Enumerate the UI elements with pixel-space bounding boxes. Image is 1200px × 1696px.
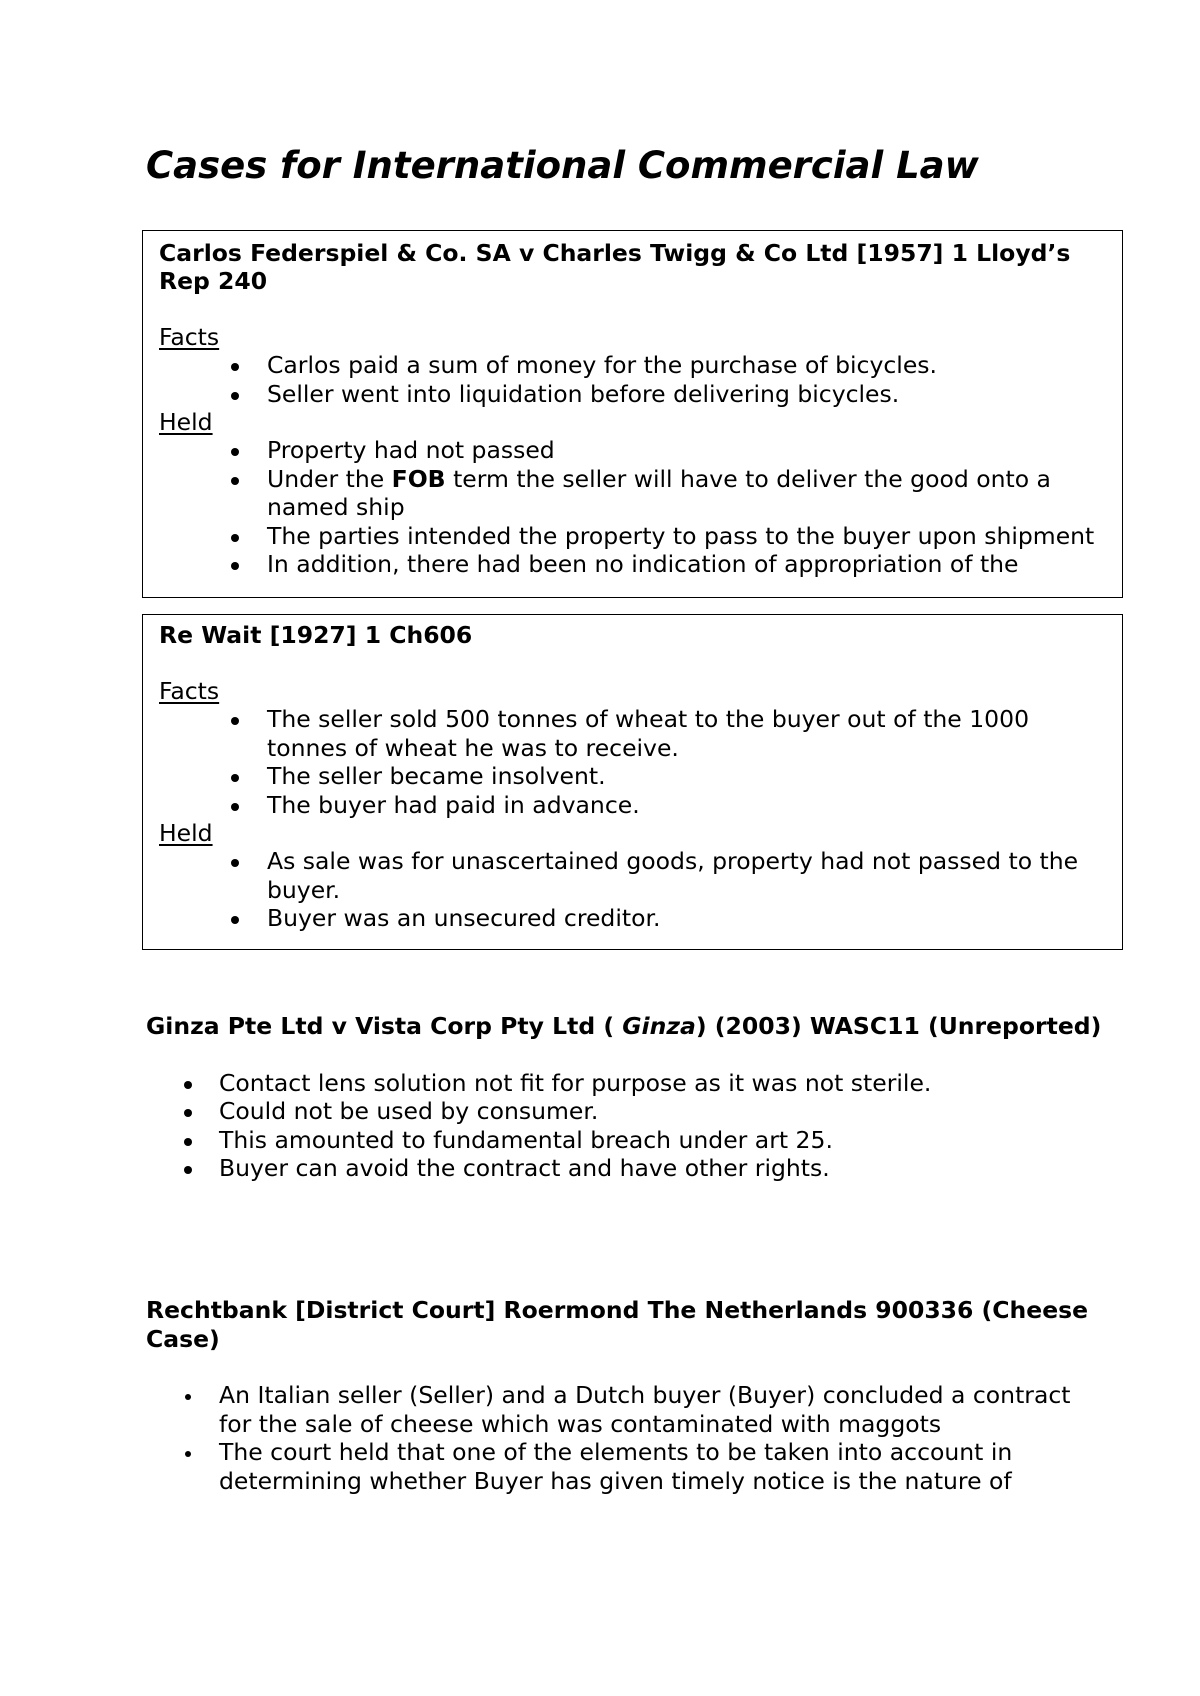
held-label: Held xyxy=(159,408,213,436)
list-item: Seller went into liquidation before delivering bicycles. xyxy=(159,380,1112,409)
case-heading: Rechtbank [District Court] Roermond The Netherlands 900336 (Cheese Case) xyxy=(146,1296,1089,1353)
case-heading: Re Wait [1927] 1 Ch606 xyxy=(159,621,473,649)
facts-list xyxy=(159,705,1112,819)
bullet-icon xyxy=(185,1451,191,1457)
list-item: The seller sold 500 tonnes of wheat to the buyer out of the 1000 tonnes of wheat he was to receive. xyxy=(159,705,1112,762)
list-item: Could not be used by consumer. xyxy=(146,1097,1106,1126)
list-item: As sale was for unascertained goods, property had not passed to the buyer. xyxy=(159,847,1112,904)
list-item: Buyer can avoid the contract and have other rights. xyxy=(146,1154,1106,1183)
case-section-cheese xyxy=(146,1296,1106,1495)
held-list xyxy=(159,436,1112,579)
case-section-ginza xyxy=(146,1012,1106,1183)
bullet-icon xyxy=(231,717,239,725)
facts-label: Facts xyxy=(159,323,220,351)
bullet-icon xyxy=(231,477,239,485)
bullet-icon xyxy=(184,1081,192,1089)
list-item: An Italian seller (Seller) and a Dutch buyer (Buyer) concluded a contract for the sale of cheese which was contaminated with maggots xyxy=(146,1381,1106,1438)
bullet-icon xyxy=(185,1394,191,1400)
case-heading: Ginza Pte Ltd v Vista Corp Pty Ltd ( Ginza) (2003) WASC11 (Unreported) xyxy=(146,1012,1102,1040)
case-heading: Carlos Federspiel & Co. SA v Charles Twigg & Co Ltd [1957] 1 Lloyd’s Rep 240 xyxy=(159,239,1071,295)
list-item: Buyer was an unsecured creditor. xyxy=(159,904,1112,933)
list-item: The parties intended the property to pass to the buyer upon shipment xyxy=(159,522,1112,551)
case-short-name: Ginza xyxy=(622,1012,696,1040)
list-item: The buyer had paid in advance. xyxy=(159,791,1112,820)
list-item: Contact lens solution not fit for purpose as it was not sterile. xyxy=(146,1069,1106,1098)
fob-term: FOB xyxy=(391,464,446,493)
bullet-icon xyxy=(231,859,239,867)
points-list xyxy=(146,1381,1106,1495)
bullet-icon xyxy=(184,1166,192,1174)
facts-label: Facts xyxy=(159,677,220,705)
held-label: Held xyxy=(159,819,213,847)
bullet-icon xyxy=(231,392,239,400)
held-list xyxy=(159,847,1112,933)
case-box-re-wait xyxy=(142,614,1123,950)
facts-list xyxy=(159,351,1112,408)
bullet-icon xyxy=(231,448,239,456)
list-item: In addition, there had been no indication of appropriation of the xyxy=(159,550,1112,579)
bullet-icon xyxy=(231,774,239,782)
list-item: This amounted to fundamental breach under art 25. xyxy=(146,1126,1106,1155)
list-item: The court held that one of the elements to be taken into account in determining whether Buyer has given timely notice is the nature of xyxy=(146,1438,1106,1495)
bullet-icon xyxy=(231,562,239,570)
bullet-icon xyxy=(231,534,239,542)
list-item: The seller became insolvent. xyxy=(159,762,1112,791)
bullet-icon xyxy=(184,1109,192,1117)
list-item: Property had not passed xyxy=(159,436,1112,465)
bullet-icon xyxy=(231,916,239,924)
list-item: Under the FOB term the seller will have to deliver the good onto a named ship xyxy=(159,465,1112,522)
page-title: Cases for International Commercial Law xyxy=(146,144,979,187)
bullet-icon xyxy=(231,363,239,371)
points-list xyxy=(146,1069,1106,1183)
bullet-icon xyxy=(184,1138,192,1146)
case-box-carlos-federspiel xyxy=(142,230,1123,598)
list-item: Carlos paid a sum of money for the purchase of bicycles. xyxy=(159,351,1112,380)
bullet-icon xyxy=(231,803,239,811)
